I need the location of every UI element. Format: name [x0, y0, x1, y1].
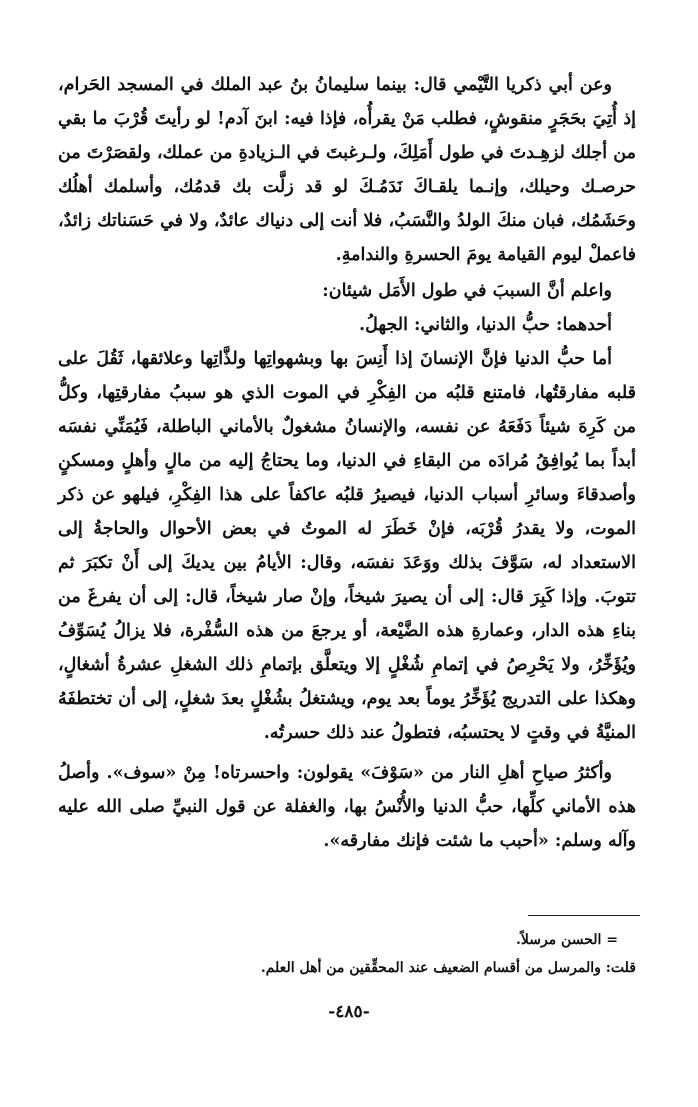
- paragraph-stone-inscription: وعن أبي ذكريا التَّيْمي قال: بينما سليمانُ بنُ عبد الملك في المسجد الحَرام، إذ أُتِيَ بحَجَرٍ منقوشٍ، فطلب مَنْ يقرأُه، فإذا فيه: ابنَ آدم! لو رأيتَ قُرْبَ ما بقي من أجلك لزهِـدتَ في طول أَمَلِكَ، ولـرغبتَ في الـزيادةِ من عملك، ولقصَرْتَ من حرصـك وحيلك، وإنـما يلقـاكَ نَدَمُـكَ لو قد زلَّت بك قدمُك، وأسلمك أهلُك وحَشَمُك، فبان منكَ الولدُ والنَّسَبُ، فلا أنت إلى دنياك عائدٌ، ولا في حَسَناتك زائدٌ، فاعملْ ليوم القيامة يومَ الحسرةِ والندامةِ.: [58, 75, 636, 265]
- page-number: -٤٨٥-: [328, 1002, 370, 1022]
- paragraph-two-causes: أحدهما: حبُّ الدنيا، والثاني: الجهلُ.: [359, 315, 612, 335]
- paragraph-sawfa: وأكثرُ صياحِ أهلِ النار من «سَوْفَ» يقولون: واحسرتاه! مِنْ «سوف». وأصلُ هذه الأماني كلِّها، حبُّ الدنيا والأُنْسُ بها، والغفلة عن قول النبيِّ صلى الله عليه وآله وسلم: «أحبب ما شئت فإنك مفارقه».: [58, 763, 636, 851]
- paragraph-causes-heading: واعلم أنَّ السببَ في طول الأَمَل شيئان:: [322, 281, 612, 301]
- footnotes: [58, 926, 636, 982]
- paragraph-love-of-world: أما حبُّ الدنيا فإنَّ الإنسانَ إذا أَنِسَ بها وبشهواتِها ولذَّاتِها وعلائقها، ثَقُلَ على قلبه مفارقتُها، فامتنع قلبُه من الفِكْرِ في الموت الذي هو سببُ مفارقتِها، وكلُّ من كَرِهَ شيئاً دَفَعَهُ عن نفسه، والإنسانُ مشغولٌ بالأماني الباطلة، فَيُمَنِّي نفسَه أبداً بما يُوافِقُ مُرادَه من البقاءِ في الدنيا، وما يحتاجُ إليه من مالٍ وأهلٍ ومسكنٍ وأصدقاءَ وسائرِ أسباب الدنيا، فيصيرُ قلبُه عاكفاً على هذا الفِكْرِ، فيلهو عن ذكر الموت، ولا يقدرُ قُرْبَه، فإنْ خَطَرَ له الموتُ في بعض الأحوال والحاجةُ إلى الاستعداد له، سَوَّفَ بذلك ووَعَدَ نفسَه، وقال: الأيامُ بين يديكَ إلى أَنْ تكبَرَ ثم تتوبَ. وإذا كَبِرَ قال: إلى أن يصيرَ شيخاً، وإنْ صار شيخاً، قال: إلى أن يفرغَ من بناءِ هذه الدار، وعمارةِ هذه الضَّيْعة، أو يرجعَ من هذه السُّفْرة، فلا يزالُ يُسَوِّفُ ويُؤَخِّرُ، ولا يَحْرِصُ في إتمامِ شُغْلٍ إلا ويتعلَّق بإتمامِ ذلك الشغلِ عشرةُ أشغالٍ، وهكذا على التدريج يُؤَخِّرُ يوماً بعد يوم، ويشتغلُ بشُغْلٍ بعدَ شغلٍ، إلى أن تختطفَهُ المنيَّةُ في وقتٍ لا يحتسبُه، فتطولُ عند ذلك حسرتُه.: [58, 349, 636, 743]
- footnote-divider: [528, 915, 640, 916]
- main-text: [58, 68, 636, 858]
- page-body: [58, 68, 636, 858]
- footnote-line: قلت: والمرسل من أقسام الضعيف عند المحقِّقين من أهل العلم.: [260, 960, 636, 976]
- footnote-line: = الحسن مرسلاً.: [516, 932, 618, 948]
